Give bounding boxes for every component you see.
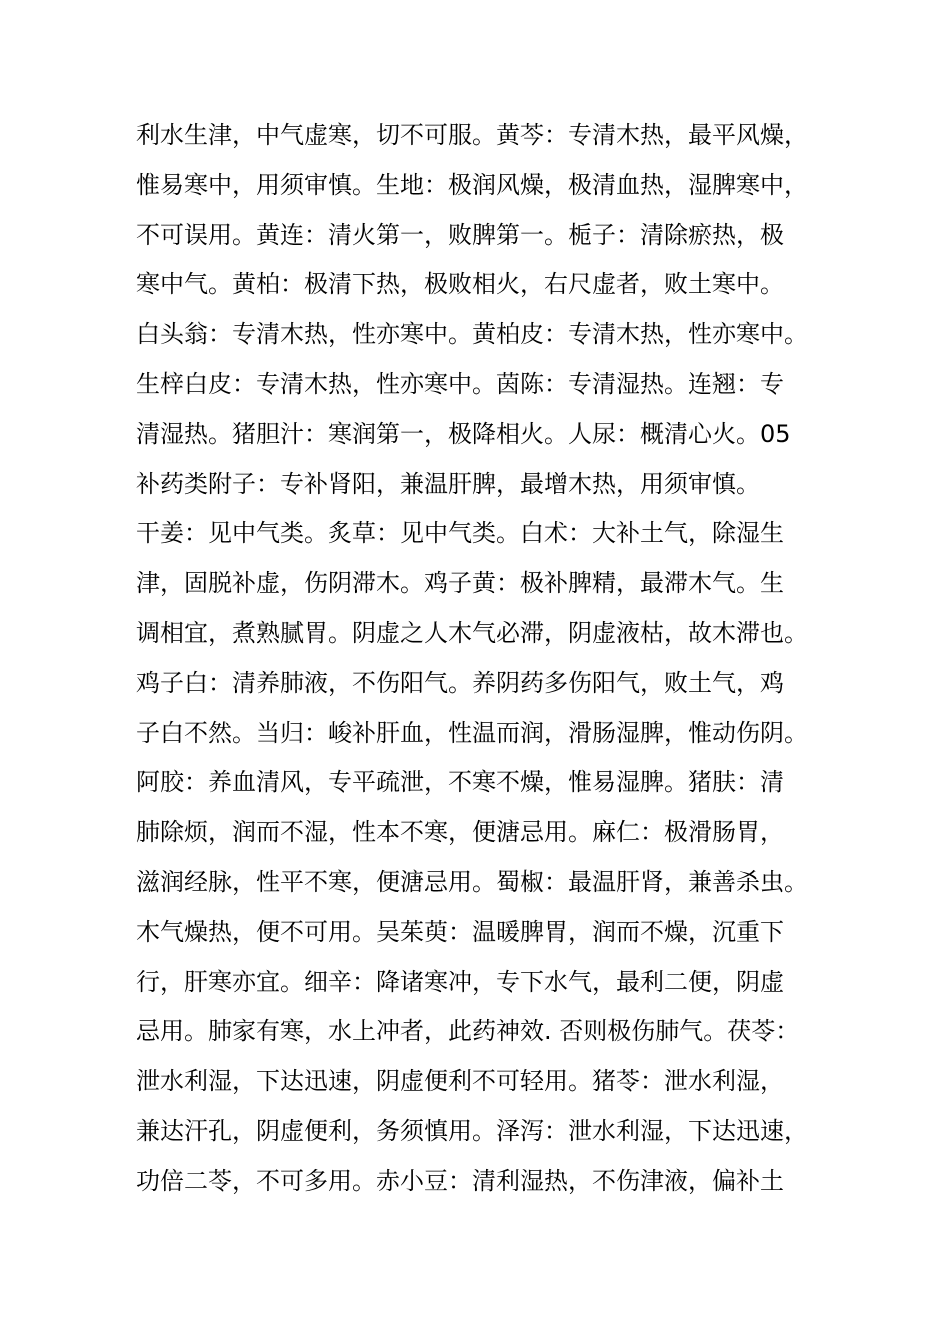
- text-line: 鸡子白：清养肺液，不伤阳气。养阴药多伤阳气，败土气，鸡: [136, 668, 784, 697]
- text-line: 调相宜，煮熟腻胃。阴虚之人木气必滞，阴虚液枯，故木滞也。: [136, 618, 808, 647]
- text-line: 木气燥热，便不可用。吴茱萸：温暖脾胃，润而不燥，沉重下: [136, 917, 784, 946]
- text-line: 寒中气。黄柏：极清下热，极败相火，右尺虚者，败土寒中。: [136, 270, 784, 299]
- text-line: 泄水利湿，下达迅速，阴虚便利不可轻用。猪苓：泄水利湿，: [136, 1067, 784, 1096]
- text-line: 不可误用。黄连：清火第一，败脾第一。栀子：清除瘀热，极: [136, 220, 784, 249]
- text-line: 白头翁：专清木热，性亦寒中。黄柏皮：专清木热，性亦寒中。: [136, 320, 808, 349]
- text-line: 滋润经脉，性平不寒，便溏忌用。蜀椒：最温肝肾，兼善杀虫。: [136, 867, 808, 896]
- text-line: 行，肝寒亦宜。细辛：降诸寒冲，专下水气，最利二便，阴虚: [136, 967, 784, 996]
- text-line: 干姜：见中气类。炙草：见中气类。白术：大补土气，除湿生: [136, 519, 784, 548]
- text-line: 忌用。肺家有寒，水上冲者，此药神效. 否则极伤肺气。茯苓：: [136, 1017, 800, 1046]
- text-line: 惟易寒中，用须审慎。生地：极润风燥，极清血热，湿脾寒中，: [136, 170, 808, 199]
- text-line: 子白不然。当归：峻补肝血，性温而润，滑肠湿脾，惟动伤阴。: [136, 718, 808, 747]
- body-text: [136, 111, 836, 1207]
- text-line: 功倍二苓，不可多用。赤小豆：清利湿热，不伤津液，偏补土: [136, 1166, 784, 1195]
- text-line: 清湿热。猪胆汁：寒润第一，极降相火。人尿：概清心火。05: [136, 419, 791, 448]
- text-line: 津，固脱补虚，伤阴滞木。鸡子黄：极补脾精，最滞木气。生: [136, 569, 784, 598]
- text-line: 阿胶：养血清风，专平疏泄，不寒不燥，惟易湿脾。猪肤：清: [136, 768, 784, 797]
- text-line: 肺除烦，润而不湿，性本不寒，便溏忌用。麻仁：极滑肠胃，: [136, 818, 784, 847]
- text-line: 补药类附子：专补肾阳，兼温肝脾，最增木热，用须审慎。: [136, 469, 760, 498]
- text-line: 兼达汗孔，阴虚便利，务须慎用。泽泻：泄水利湿，下达迅速，: [136, 1116, 808, 1145]
- text-line: 生梓白皮：专清木热，性亦寒中。茵陈：专清湿热。连翘：专: [136, 369, 784, 398]
- text-line: 利水生津，中气虚寒，切不可服。黄芩：专清木热，最平风燥，: [136, 121, 808, 149]
